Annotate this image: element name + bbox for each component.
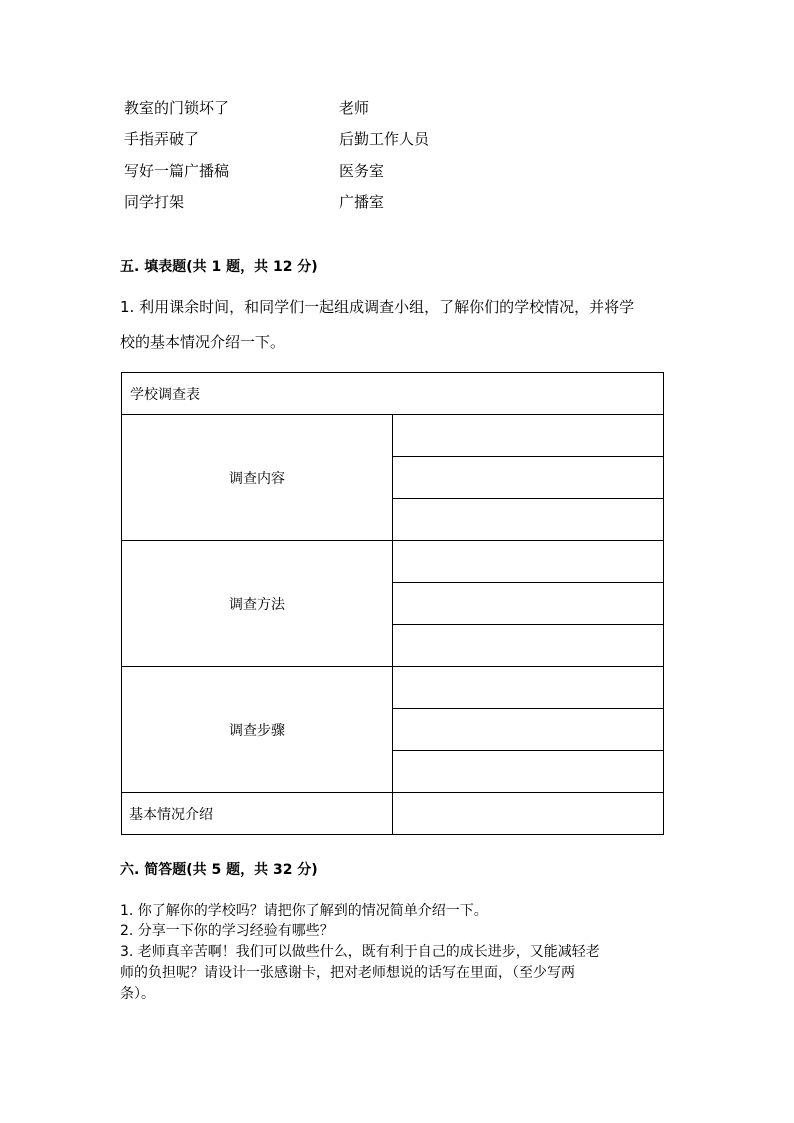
match-left-item: 写好一篇广播稿 [124, 162, 230, 180]
short-answer-question: 师的负担呢？请设计一张感谢卡，把对老师想说的话写在里面，（至少写两 [120, 965, 575, 981]
row-label-content: 调查内容 [122, 415, 393, 541]
answer-cell[interactable] [393, 751, 664, 793]
answer-cell[interactable] [393, 583, 664, 625]
answer-cell[interactable] [393, 415, 664, 457]
match-right-item: 老师 [339, 99, 370, 117]
match-right-item: 后勤工作人员 [339, 130, 430, 148]
match-right-item: 医务室 [339, 162, 385, 180]
section-six-heading: 六. 简答题(共 5 题，共 32 分) [120, 862, 318, 878]
answer-cell[interactable] [393, 499, 664, 541]
answer-cell[interactable] [393, 793, 664, 835]
answer-cell[interactable] [393, 541, 664, 583]
row-label-method: 调查方法 [122, 541, 393, 667]
match-left-item: 教室的门锁坏了 [124, 99, 230, 117]
match-right-item: 广播室 [339, 193, 385, 211]
row-label-steps: 调查步骤 [122, 667, 393, 793]
answer-cell[interactable] [393, 667, 664, 709]
short-answer-question: 2. 分享一下你的学习经验有哪些？ [120, 923, 334, 939]
row-label-summary: 基本情况介绍 [122, 793, 393, 835]
answer-cell[interactable] [393, 709, 664, 751]
survey-table-title: 学校调查表 [122, 373, 664, 415]
match-left-item: 手指弄破了 [124, 130, 200, 148]
question-text: 1. 利用课余时间，和同学们一起组成调查小组，了解你们的学校情况，并将学 [120, 298, 635, 316]
question-text: 校的基本情况介绍一下。 [120, 333, 286, 351]
short-answer-question: 3. 老师真辛苦啊！我们可以做些什么，既有利于自己的成长进步，又能减轻老 [120, 944, 600, 960]
short-answer-question: 1. 你了解你的学校吗？请把你了解到的情况简单介绍一下。 [120, 903, 488, 919]
answer-cell[interactable] [393, 457, 664, 499]
answer-cell[interactable] [393, 625, 664, 667]
short-answer-question: 条）。 [120, 986, 155, 1002]
match-left-item: 同学打架 [124, 193, 185, 211]
section-five-heading: 五. 填表题(共 1 题，共 12 分) [120, 259, 318, 275]
school-survey-table [121, 372, 664, 835]
